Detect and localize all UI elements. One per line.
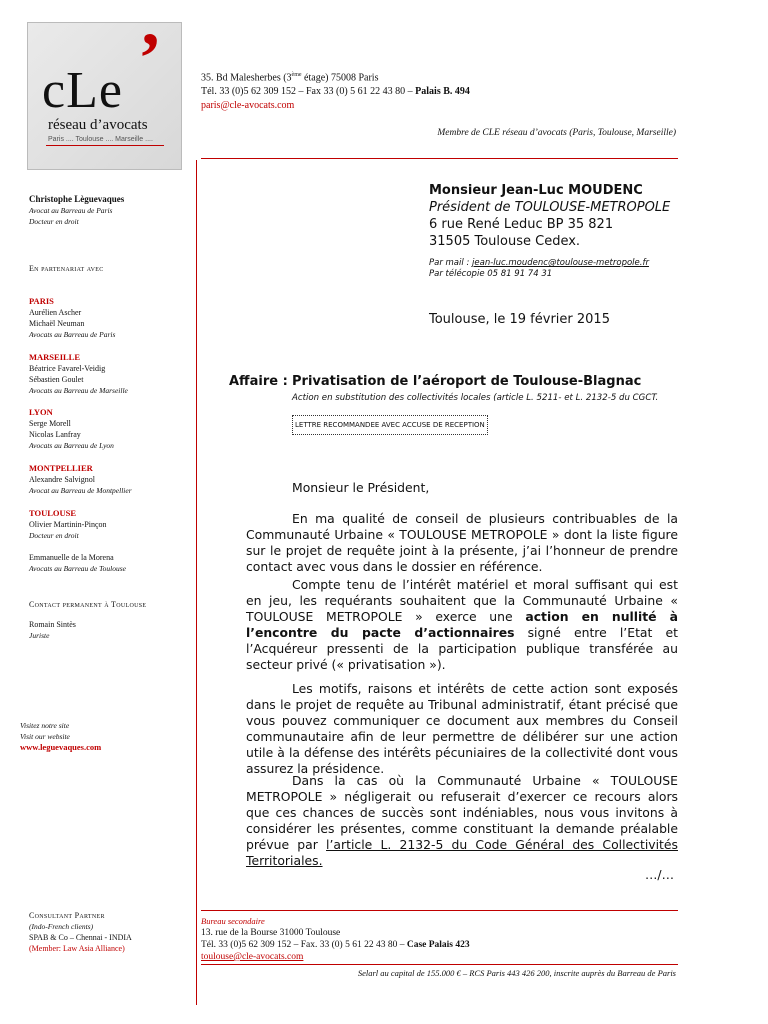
logo-subtitle: réseau d’avocats (48, 117, 148, 133)
partner-group-toulouse: TOULOUSE Olivier Martinin-Pinçon Docteur en droit (29, 508, 107, 540)
registered-mail-stamp: LETTRE RECOMMANDEE AVEC ACCUSE DE RECEPTION (292, 415, 488, 435)
footer-bottom-divider (201, 964, 678, 965)
affaire-title: Privatisation de l’aéroport de Toulouse-Blagnac (292, 374, 642, 389)
paragraph-1: En ma qualité de conseil de plusieurs contribuables de la Communauté Urbaine « TOULOUSE METROPOLE » dont la liste figure sur le projet de requête joint à la présente, j’ai l’honneur de prendre contact avec vous dans le dossier en référence. (246, 511, 678, 574)
recipient-street: 6 rue René Leduc BP 35 821 (429, 217, 614, 232)
partner-group-lyon: LYON Serge Morell Nicolas Lanfray Avocats au Barreau de Lyon (29, 407, 114, 450)
website-block: Visitez notre site Visit our website www.leguevaques.com (20, 720, 180, 753)
paragraph-3: Les motifs, raisons et intérêts de cette action sont exposés dans le projet de requête au Tribunal administratif, étant précisé que vous pouvez communiquer ce document aux membres du Conseil communautaire afin de leur permettre de délibérer sur une action utile à la défense des intérêts pécuniaires de la collectivité dont vous assurez la présidence. (246, 681, 678, 776)
contact-heading: Contact permanent à Toulouse (29, 600, 147, 609)
logo-mark: ’ (138, 18, 162, 98)
partner-group-paris: PARIS Aurélien Ascher Michaël Neuman Avocats au Barreau de Paris (29, 296, 116, 339)
paragraph-4: Dans la cas où la Communauté Urbaine « TOULOUSE METROPOLE » négligerait ou refuserait d’exercer ce recours alors que ces chances de succès sont indéniables, nous vous invitons à considérer les présentes, comme constituant la demande préalable prévue par l’article L. 2132-5 du Code Général des Collectivités Territoriales. (246, 773, 678, 868)
vertical-divider (196, 160, 197, 1005)
footer-block (201, 915, 470, 963)
salutation: Monsieur le Président, (292, 480, 430, 495)
paragraph-2: Compte tenu de l’intérêt matériel et moral suffisant qui est en jeu, les requérants souhaitent que la Communauté Urbaine « TOULOUSE METROPOLE » exerce une action en nullité à l’encontre du pacte d’actionnaires signé entre l’Etat et l’Acquéreur pressenti de la participation publique transférée au secteur privé (« privatisation »). (246, 577, 678, 672)
article-reference: l’article L. 2132-5 du Code Général des Collectivités Territoriales. (246, 837, 678, 868)
lawyer-title-2: Docteur en droit (29, 217, 79, 226)
header-divider (201, 158, 678, 159)
sidebar-lawyer (29, 194, 189, 227)
recipient-role: Président de TOULOUSE-METROPOLE (429, 200, 671, 215)
partner-heading: En partenariat avec (29, 264, 104, 273)
partner-group-montpellier: MONTPELLIER Alexandre Salvignol Avocat au Barreau de Montpellier (29, 463, 132, 495)
header-member: Membre de CLE réseau d’avocats (Paris, Toulouse, Marseille) (437, 128, 676, 138)
continued-marker: …/… (645, 867, 674, 882)
footer-address: 13. rue de la Bourse 31000 Toulouse (201, 928, 341, 938)
affaire-subtitle: Action en substitution des collectivités locales (article L. 5211- et L. 2132-5 du CGCT. (292, 393, 659, 403)
header-email[interactable]: paris@cle-avocats.com (201, 100, 295, 111)
footer-email[interactable]: toulouse@cle-avocats.com (201, 952, 304, 962)
legal-notice: Selarl au capital de 155.000 € – RCS Paris 443 426 200, inscrite auprès du Barreau de Paris (357, 968, 676, 978)
partner-extra: Emmanuelle de la Morena Avocats au Barreau de Toulouse (29, 553, 126, 573)
lawyer-name: Christophe Lèguevaques (29, 194, 125, 204)
website-link[interactable]: www.leguevaques.com (20, 742, 102, 752)
recipient-contact: Par mail : jean-luc.moudenc@toulouse-metropole.fr Par télécopie 05 81 91 74 31 (429, 258, 649, 279)
firm-logo (27, 18, 182, 170)
footer-phone: Tél. 33 (0)5 62 309 152 – Fax. 33 (0) 5 61 22 43 80 – Case Palais 423 (201, 940, 470, 950)
header-phone: Tél. 33 (0)5 62 309 152 – Fax 33 (0) 5 61 22 43 80 – Palais B. 494 (201, 86, 470, 97)
lawyer-title: Avocat au Barreau de Paris (29, 206, 113, 215)
footer-office-label: Bureau secondaire (201, 916, 265, 926)
contact-person: Romain Sintès Juriste (29, 620, 76, 640)
letter-date: Toulouse, le 19 février 2015 (429, 312, 610, 327)
header-address: 35. Bd Malesherbes (3ème étage) 75008 Paris (201, 72, 379, 84)
logo-brand: cLe (42, 62, 123, 119)
partner-group-marseille: MARSEILLE Béatrice Favarel-Veidig Sébastien Goulet Avocats au Barreau de Marseille (29, 352, 128, 395)
logo-underline (46, 145, 164, 146)
affaire-label: Affaire : (229, 374, 288, 389)
consultant-block: Consultant Partner (Indo-French clients) SPAB & Co – Chennai - INDIA (Member: Law Asia Alliance) (29, 911, 132, 953)
recipient-city: 31505 Toulouse Cedex. (429, 234, 581, 249)
recipient-block (429, 182, 670, 250)
recipient-name: Monsieur Jean-Luc MOUDENC (429, 183, 643, 198)
logo-cities: Paris .... Toulouse .... Marseille .... (48, 136, 153, 143)
recipient-email[interactable]: jean-luc.moudenc@toulouse-metropole.fr (472, 258, 649, 268)
footer-divider (201, 910, 678, 911)
